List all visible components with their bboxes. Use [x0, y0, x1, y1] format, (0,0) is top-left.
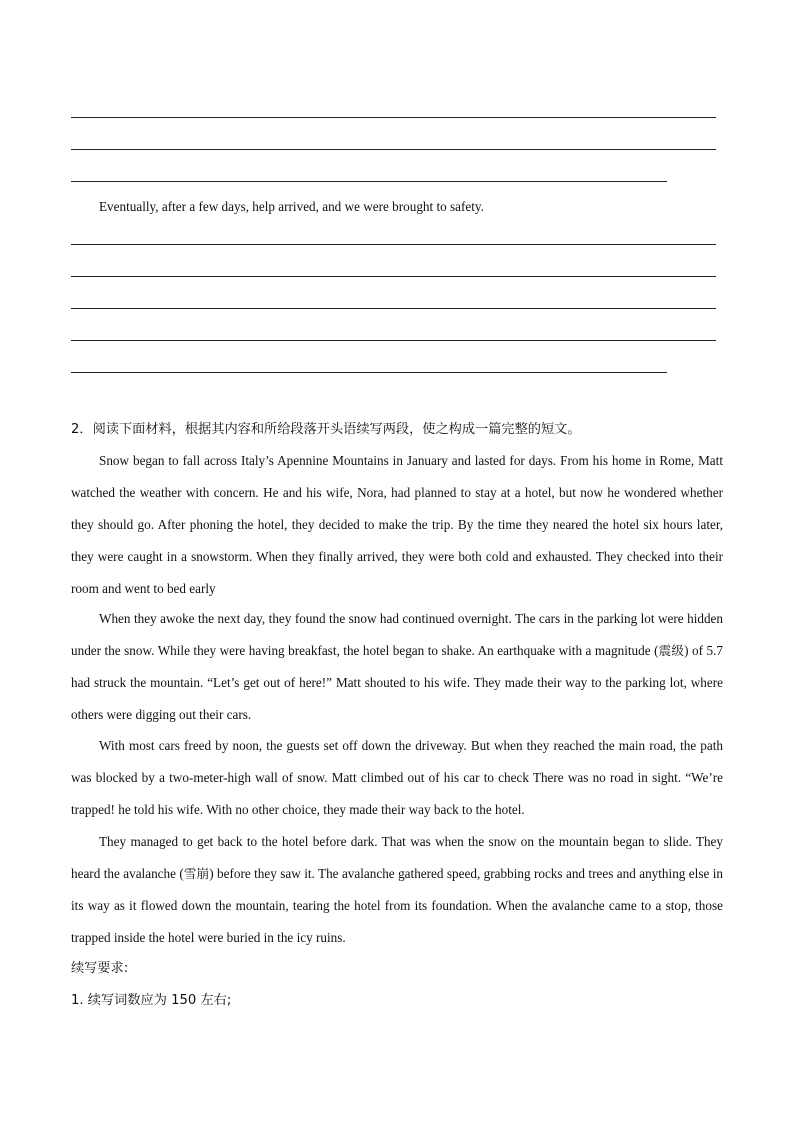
- writing-line: [71, 181, 667, 182]
- story-paragraph-4: They managed to get back to the hotel before dark. That was when the snow on the mountain began to slide. They heard the avalanche (雪崩) before they saw it. The avalanche gathered speed, grabbing rocks and trees and anything else in its way as it flowed down the mountain, tearing the hotel from its foundation. When the avalanche came to a stop, those trapped inside the hotel were buried in the icy ruins.: [71, 834, 723, 945]
- writing-line: [71, 276, 716, 277]
- story-paragraph-1: Snow began to fall across Italy’s Apennine Mountains in January and lasted for days. From his home in Rome, Matt watched the weather with concern. He and his wife, Nora, had planned to stay at a hotel, but now he wondered whether they should go. After phoning the hotel, they decided to make the trip. By the time they neared the hotel six hours later, they were caught in a snowstorm. When they finally arrived, they were both cold and exhausted. They checked into their room and went to bed early: [71, 453, 723, 596]
- writing-line: [71, 244, 716, 245]
- writing-line: [71, 117, 716, 118]
- story-paragraph-3: With most cars freed by noon, the guests set off down the driveway. But when they reached the main road, the path was blocked by a two-meter-high wall of snow. Matt climbed out of his car to check There was no road in sight. “We’re trapped! he told his wife. With no other choice, they made their way back to the hotel.: [71, 738, 723, 817]
- writing-line: [71, 308, 716, 309]
- requirement-item: 1. 续写词数应为 150 左右;: [71, 993, 232, 1008]
- writing-line: [71, 372, 667, 373]
- continuation-sentence: Eventually, after a few days, help arrived, and we were brought to safety.: [99, 199, 484, 214]
- story-paragraph-2: When they awoke the next day, they found the snow had continued overnight. The cars in the parking lot were hidden under the snow. While they were having breakfast, the hotel began to shake. An earthquake with a magnitude (震级) of 5.7 had struck the mountain. “Let’s get out of here!” Matt shouted to his wife. They made their way to the parking lot, where others were digging out their cars.: [71, 611, 723, 722]
- writing-line: [71, 149, 716, 150]
- requirements-heading: 续写要求:: [71, 961, 129, 976]
- writing-line: [71, 340, 716, 341]
- question-instruction: 2．阅读下面材料，根据其内容和所给段落开头语续写两段，使之构成一篇完整的短文。: [71, 422, 581, 437]
